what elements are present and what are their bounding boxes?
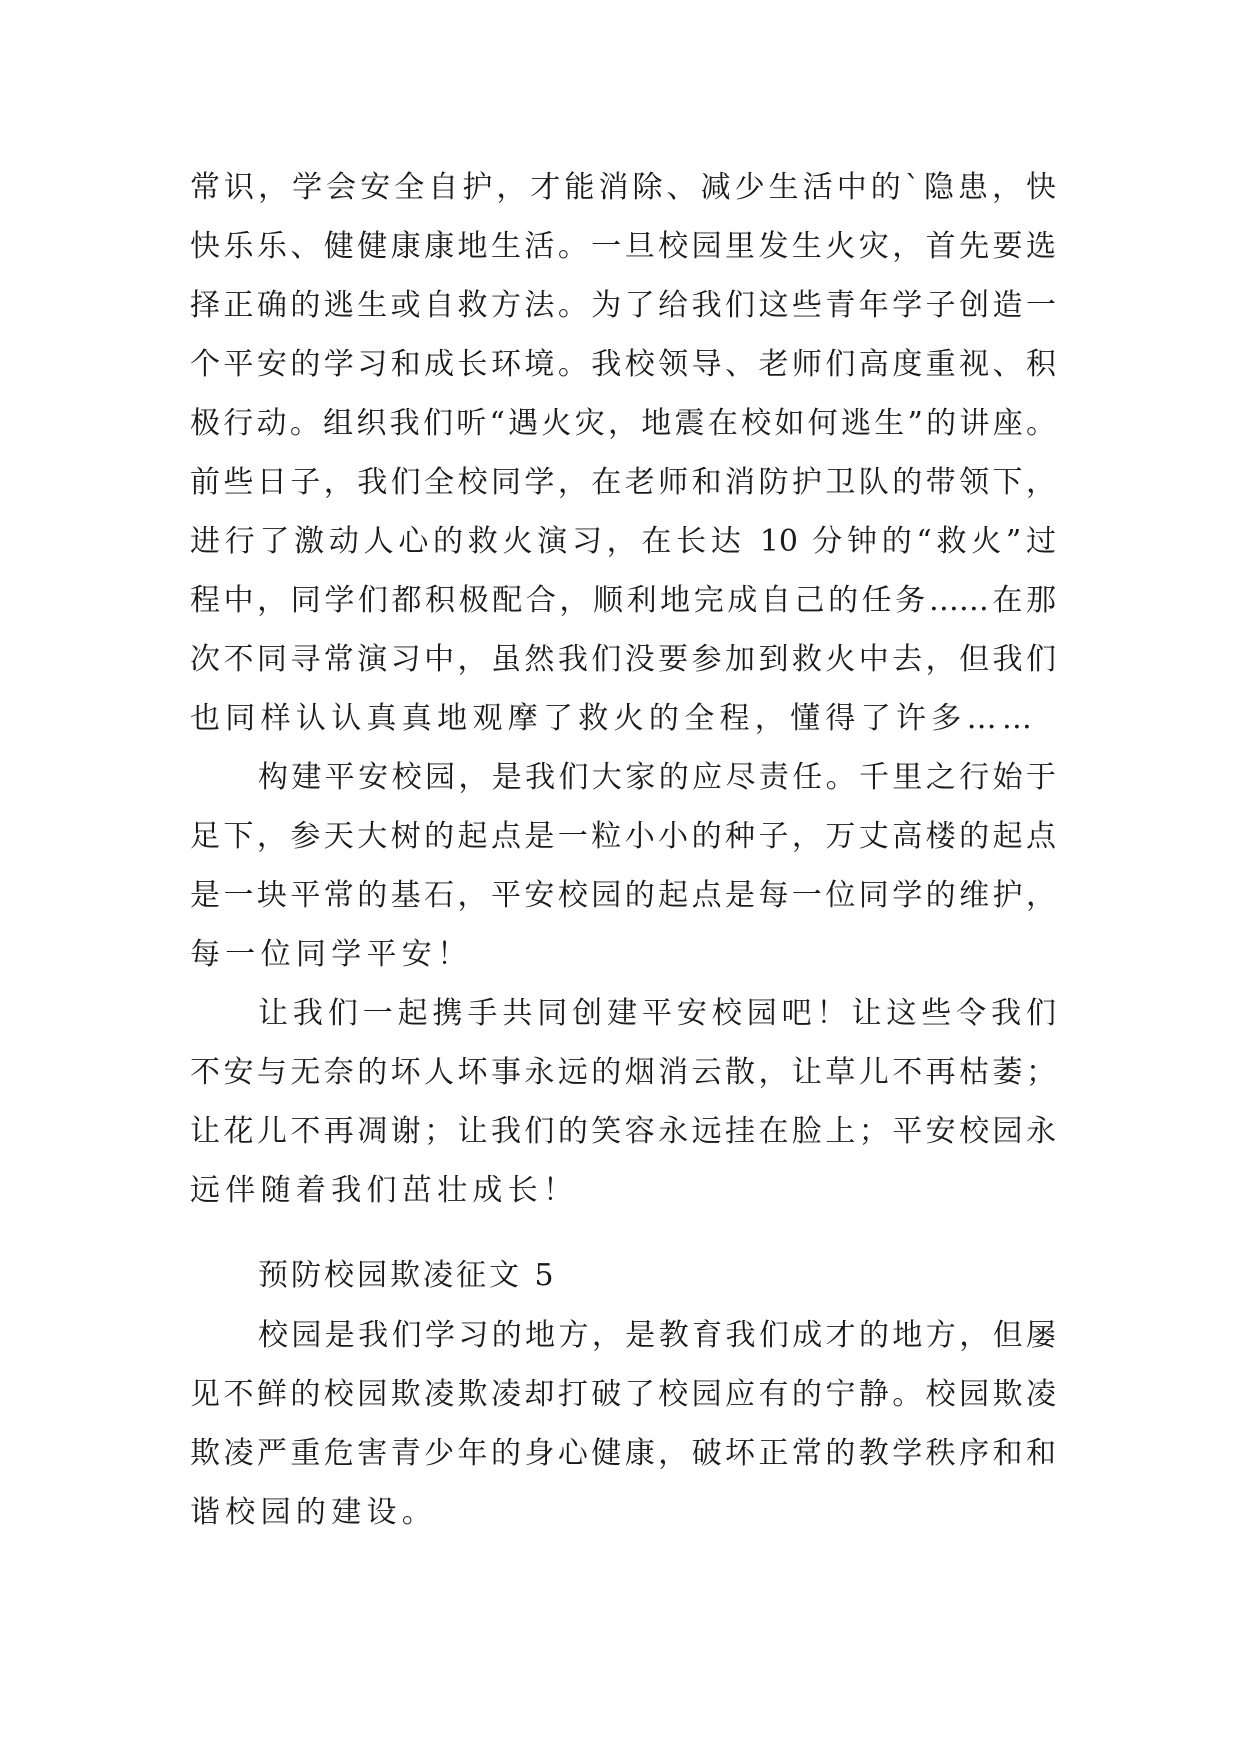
text-line: 择正确的逃生或自救方法。为了给我们这些青年学子创造一 — [190, 288, 1056, 323]
essay-heading: 预防校园欺凌征文 5 — [258, 1258, 557, 1293]
paragraph-first-line: 让我们一起携手共同创建平安校园吧！让这些令我们 — [258, 996, 1056, 1031]
paragraph-first-line: 构建平安校园，是我们大家的应尽责任。千里之行始于 — [258, 760, 1056, 795]
text-line: 进行了激动人心的救火演习，在长达 10 分钟的“救火”过 — [190, 524, 1056, 559]
text-line: 个平安的学习和成长环境。我校领导、老师们高度重视、积 — [190, 347, 1056, 382]
paragraph-first-line: 校园是我们学习的地方，是教育我们成才的地方，但屡 — [258, 1318, 1056, 1353]
text-line: 前些日子，我们全校同学，在老师和消防护卫队的带领下， — [190, 465, 1056, 500]
text-line: 谐校园的建设。 — [190, 1495, 438, 1530]
text-line: 程中，同学们都积极配合，顺利地完成自己的任务……在那 — [190, 583, 1056, 618]
text-line: 也同样认认真真地观摩了救火的全程，懂得了许多…… — [190, 701, 1038, 736]
essay-body-section-2 — [190, 1306, 1056, 1542]
text-line: 极行动。组织我们听“遇火灾，地震在校如何逃生”的讲座。 — [190, 406, 1056, 441]
text-line: 是一块平常的基石，平安校园的起点是每一位同学的维护， — [190, 878, 1056, 913]
text-line: 快乐乐、健健康康地生活。一旦校园里发生火灾，首先要选 — [190, 229, 1056, 264]
text-line: 常识，学会安全自护，才能消除、减少生活中的`隐患，快 — [190, 170, 1056, 205]
text-line: 远伴随着我们茁壮成长！ — [190, 1173, 579, 1208]
text-line: 欺凌严重危害青少年的身心健康，破坏正常的教学秩序和和 — [190, 1436, 1056, 1471]
text-line: 足下，参天大树的起点是一粒小小的种子，万丈高楼的起点 — [190, 819, 1056, 854]
text-line: 每一位同学平安！ — [190, 937, 473, 972]
text-line: 不安与无奈的坏人坏事永远的烟消云散，让草儿不再枯萎； — [190, 1055, 1056, 1090]
text-line: 次不同寻常演习中，虽然我们没要参加到救火中去，但我们 — [190, 642, 1056, 677]
text-line: 见不鲜的校园欺凌欺凌却打破了校园应有的宁静。校园欺凌 — [190, 1377, 1056, 1412]
text-line: 让花儿不再凋谢；让我们的笑容永远挂在脸上；平安校园永 — [190, 1114, 1056, 1149]
essay-body-section-1 — [190, 158, 1056, 1220]
